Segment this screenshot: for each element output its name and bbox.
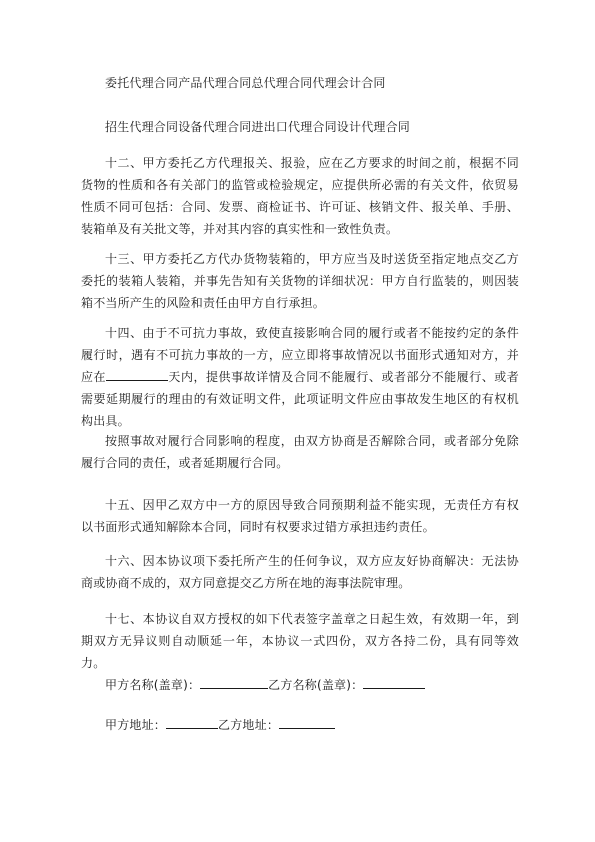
party-a-name-label: 甲方名称(盖章)： [105,678,201,692]
contract-type-list-1: 委托代理合同产品代理合同总代理合同代理会计合同 [105,76,386,90]
clause-16: 十六、因本协议项下委托所产生的任何争议，双方应友好协商解决：无法协商或协商不成的，双方同意提交乙方所在地的海事法院审理。 [81,554,519,590]
party-a-address-blank [166,715,218,729]
clause-15: 十五、因甲乙双方中一方的原因导致合同预期利益不能实现，无责任方有权以书面形式通知解除本合同，同时有权要求过错方承担违约责任。 [81,498,519,534]
party-a-name-blank [200,675,268,689]
party-b-address-label: 乙方地址： [218,718,280,732]
clause-14-text-b: 天内，提供事故详情及合同不能履行、或者部分不能履行、或者需要延期履行的理由的有效证明文件，此项证明文件应由事故发生地区的有权机构出具。 [81,370,519,428]
contract-type-list-2: 招生代理合同设备代理合同进出口代理合同设计代理合同 [105,120,411,134]
signature-address-line [81,714,519,736]
signature-name-line [81,674,519,696]
clause-13: 十三、甲方委托乙方代办货物装箱的，甲方应当及时送货至指定地点交乙方委托的装箱人装箱，并事先告知有关货物的详细状况：甲方自行监装的，则因装箱不当所产生的风险和责任由甲方自行承担。 [81,252,519,310]
clause-12: 十二、甲方委托乙方代理报关、报验，应在乙方要求的时间之前，根据不同货物的性质和各有关部门的监管或检验规定，应提供所必需的有关文件，依贸易性质不同可包括：合同、发票、商检证书、许可证、核销文件、报关单、手册、装箱单及有关批文等，并对其内容的真实性和一致性负责。 [81,156,519,236]
party-b-name-blank [363,675,425,689]
clause-14-text-a: 十四、由于不可抗力事故，致使直接影响合同的履行或者不能按约定的条件履行时，遇有不可抗力事故的一方，应立即将事故情况以书面形式通知对方，并应在 [81,326,519,384]
party-b-name-label: 乙方名称(盖章)： [268,678,364,692]
clause-14-continuation: 按照事故对履行合同影响的程度，由双方协商是否解除合同，或者部分免除履行合同的责任，或者延期履行合同。 [81,434,519,470]
party-b-address-blank [279,715,335,729]
party-a-address-label: 甲方地址： [105,718,167,732]
clause-17: 十七、本协议自双方授权的如下代表签字盖章之日起生效，有效期一年，到期双方无异议则自动顺延一年，本协议一式四份，双方各持二份，具有同等效力。 [81,612,519,670]
clause-14 [81,322,519,432]
days-blank [106,367,168,381]
